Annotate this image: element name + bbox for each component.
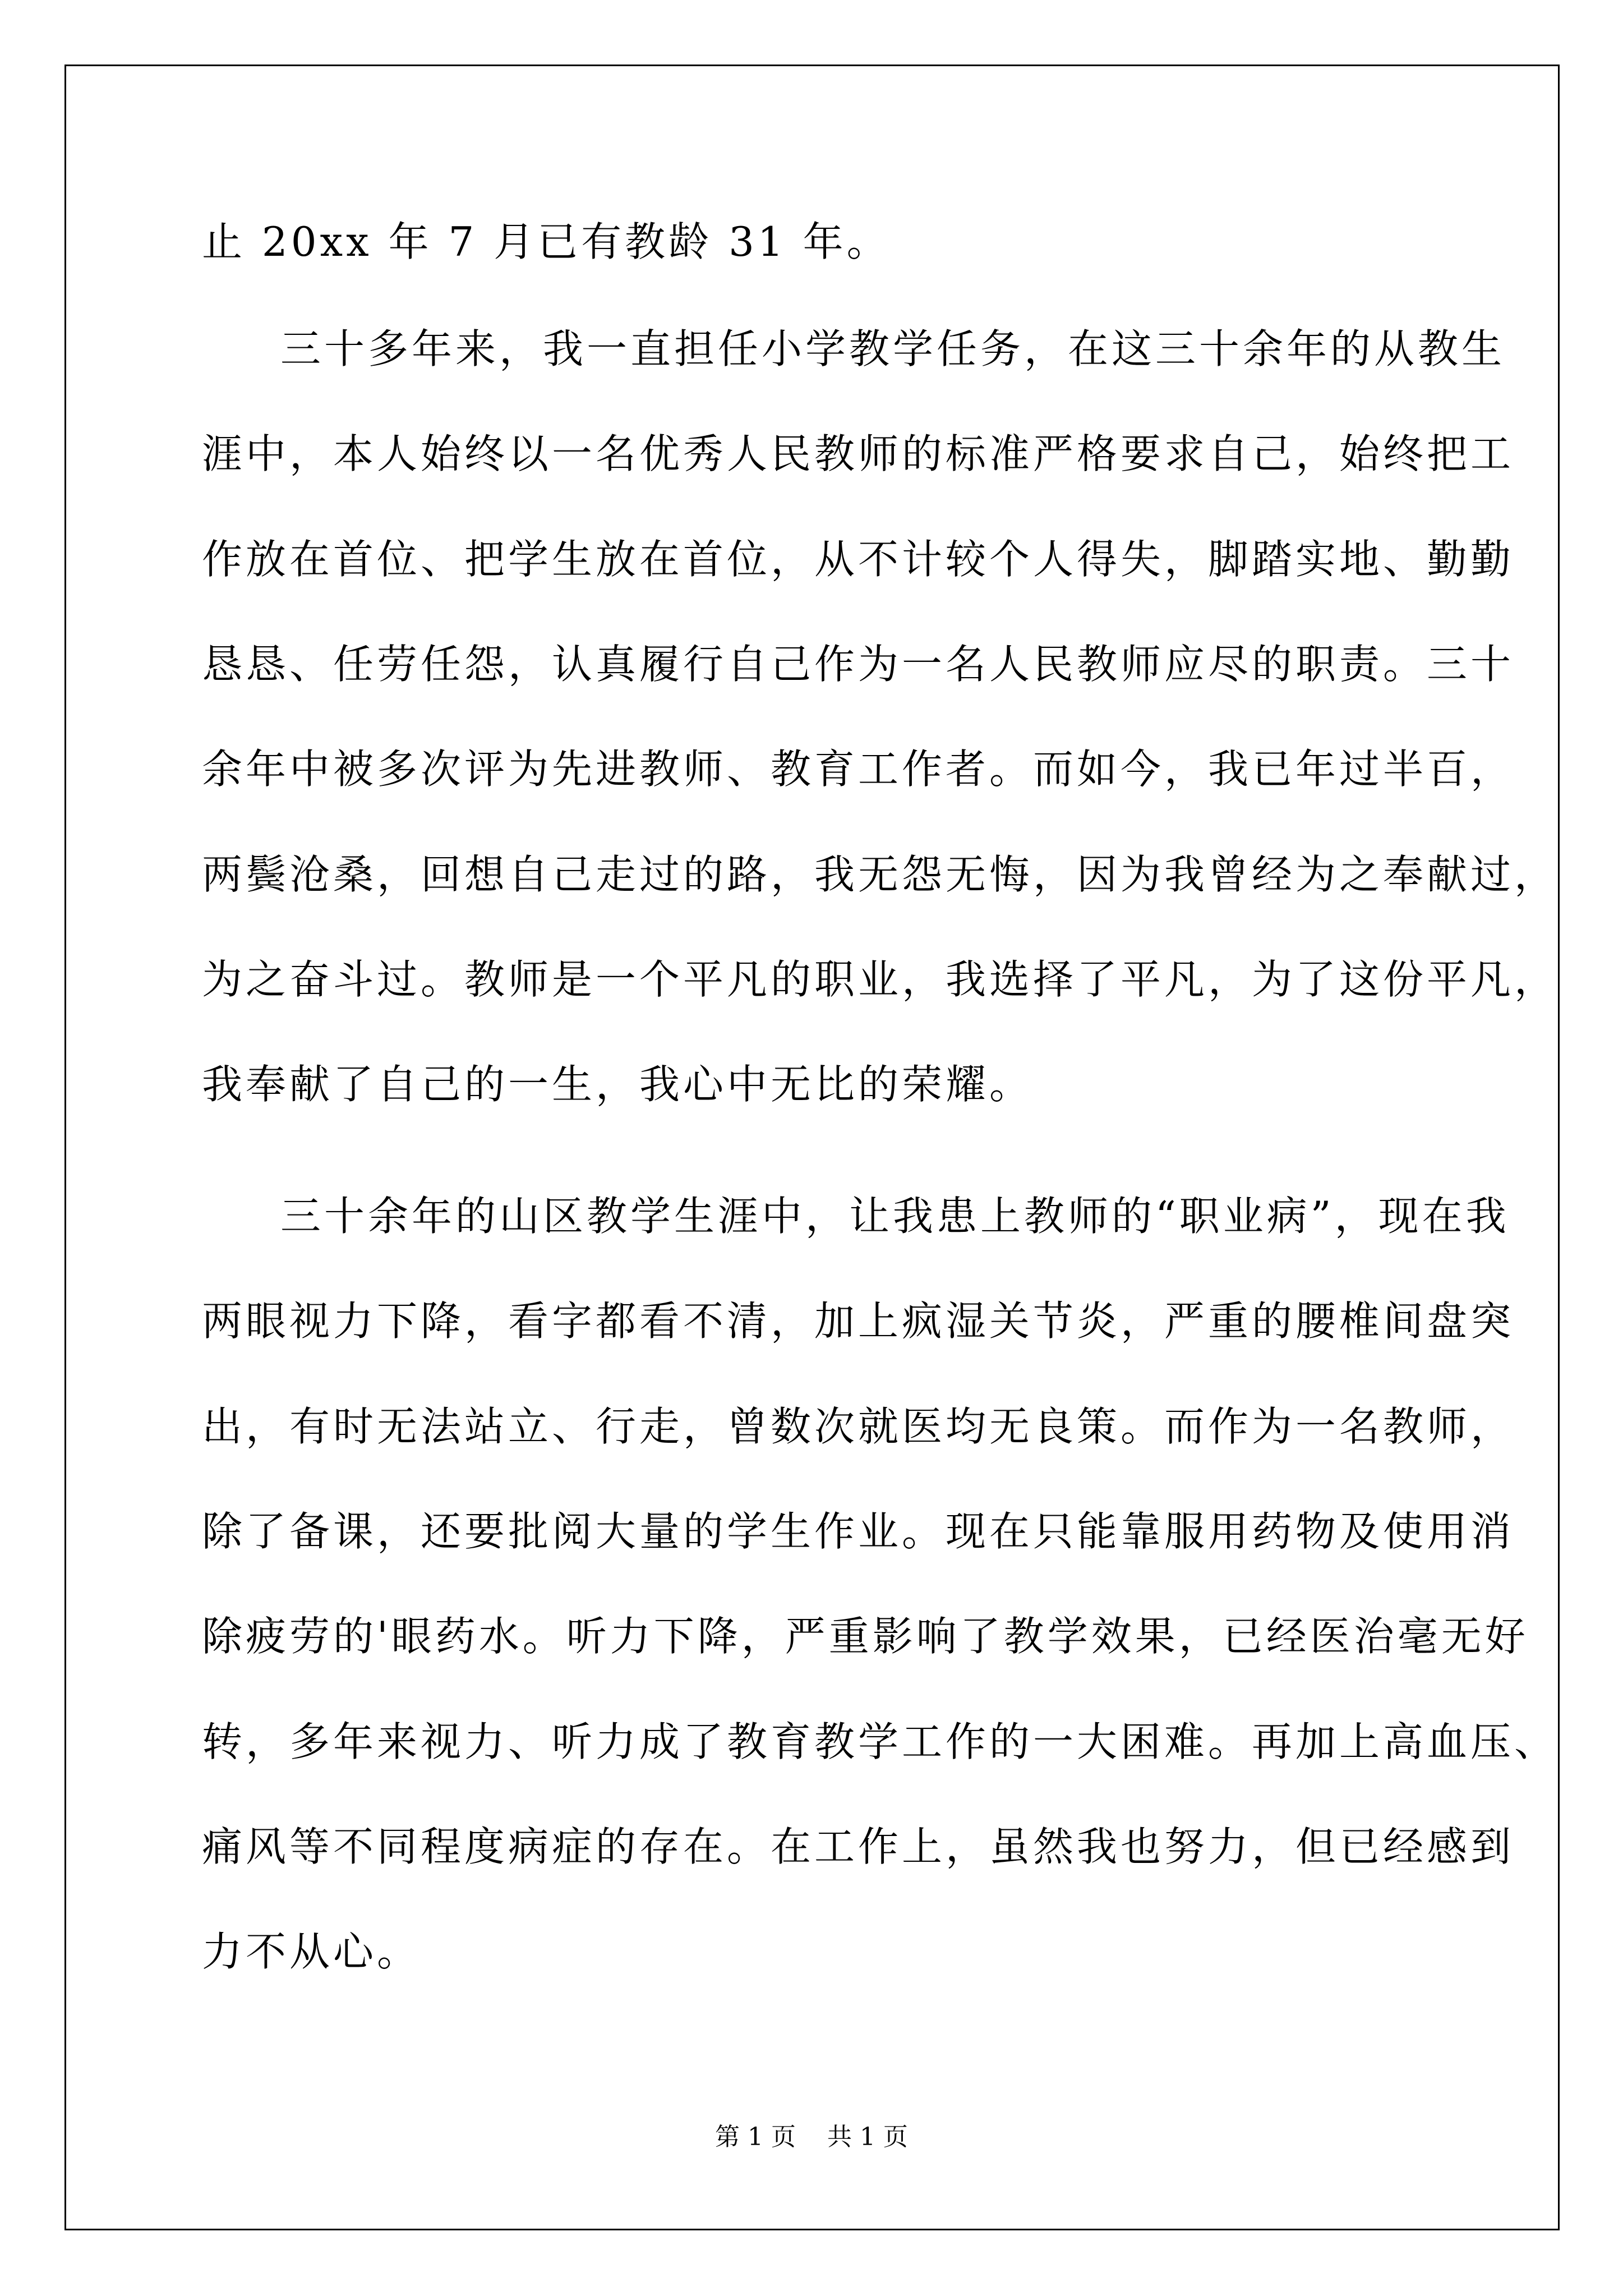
text-line: 两鬓沧桑，回想自己走过的路，我无怨无悔，因为我曾经为之奉献过， (202, 851, 1559, 898)
text-line: 出，有时无法站立、行走，曾数次就医均无良策。而作为一名教师， (202, 1403, 1515, 1450)
paragraph-first-line: 三十余年的山区教学生涯中，让我患上教师的“职业病”，现在我 (280, 1193, 1510, 1240)
text-line: 除了备课，还要批阅大量的学生作业。现在只能靠服用药物及使用消 (202, 1508, 1515, 1555)
paragraph-first-line: 三十多年来，我一直担任小学教学任务，在这三十余年的从教生 (280, 325, 1506, 372)
text-line: 转，多年来视力、听力成了教育教学工作的一大困难。再加上高血压、 (202, 1718, 1559, 1765)
page-border (64, 65, 1560, 2230)
text-line: 为之奋斗过。教师是一个平凡的职业，我选择了平凡，为了这份平凡， (202, 956, 1559, 1003)
text-line: 止 20xx 年 7 月已有教龄 31 年。 (202, 218, 891, 265)
page-number-footer: 第 1 页 共 1 页 (715, 2123, 908, 2151)
text-line: 力不从心。 (202, 1928, 421, 1975)
text-line: 余年中被多次评为先进教师、教育工作者。而如今，我已年过半百， (202, 746, 1515, 793)
text-line: 我奉献了自己的一生，我心中无比的荣耀。 (202, 1061, 1034, 1108)
text-line: 两眼视力下降，看字都看不清，加上疯湿关节炎，严重的腰椎间盘突 (202, 1297, 1515, 1345)
text-line: 涯中，本人始终以一名优秀人民教师的标准严格要求自己，始终把工 (202, 430, 1515, 477)
text-line: 痛风等不同程度病症的存在。在工作上，虽然我也努力，但已经感到 (202, 1823, 1515, 1870)
text-line: 恳恳、任劳任怨，认真履行自己作为一名人民教师应尽的职责。三十 (202, 641, 1515, 688)
text-line: 作放在首位、把学生放在首位，从不计较个人得失，脚踏实地、勤勤 (202, 536, 1515, 583)
text-line: 除疲劳的'眼药水。听力下降，严重影响了教学效果，已经医治毫无好 (202, 1613, 1529, 1660)
